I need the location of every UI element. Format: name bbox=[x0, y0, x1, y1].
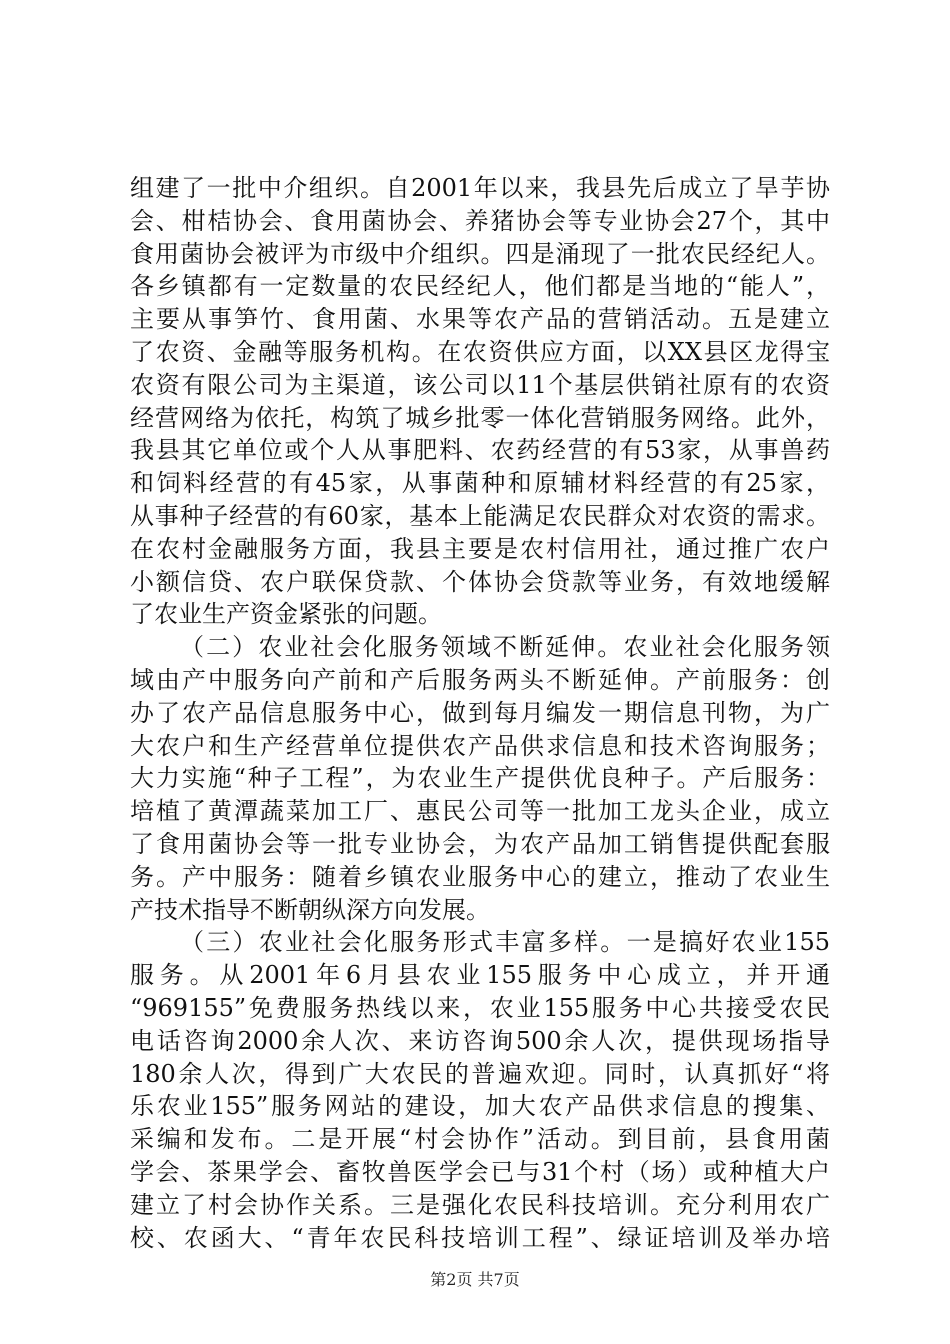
text-line: 各乡镇都有一定数量的农民经纪人，他们都是当地的“能人”， bbox=[130, 272, 830, 301]
document-body bbox=[130, 172, 830, 1254]
text-line: 小额信贷、农户联保贷款、个体协会贷款等业务，有效地缓解 bbox=[130, 567, 830, 596]
text-line: 和饲料经营的有45家，从事菌种和原辅材料经营的有25家， bbox=[130, 469, 830, 498]
text-line: 建立了村会协作关系。三是强化农民科技培训。充分利用农广 bbox=[130, 1190, 830, 1219]
paragraph-first-line: （二）农业社会化服务领域不断延伸。农业社会化服务领 bbox=[180, 633, 830, 662]
text-line: 乐农业155”服务网站的建设，加大农产品供求信息的搜集、 bbox=[130, 1092, 830, 1121]
text-line: 培植了黄潭蔬菜加工厂、惠民公司等一批加工龙头企业，成立 bbox=[130, 797, 830, 826]
paragraph-first-line: （三）农业社会化服务形式丰富多样。一是搞好农业155 bbox=[180, 928, 830, 957]
page-number-footer: 第2页 共7页 bbox=[430, 1270, 520, 1289]
text-line: 主要从事笋竹、食用菌、水果等农产品的营销活动。五是建立 bbox=[130, 305, 830, 334]
text-line: 大力实施“种子工程”，为农业生产提供优良种子。产后服务： bbox=[130, 764, 830, 793]
text-line: 务。产中服务：随着乡镇农业服务中心的建立，推动了农业生 bbox=[130, 862, 830, 891]
text-line: 我县其它单位或个人从事肥料、农药经营的有53家，从事兽药 bbox=[130, 436, 830, 465]
text-line: 办了农产品信息服务中心，做到每月编发一期信息刊物，为广 bbox=[130, 698, 830, 727]
text-line: 服务。从2001年6月县农业155服务中心成立，并开通 bbox=[130, 961, 830, 990]
text-line: 采编和发布。二是开展“村会协作”活动。到目前，县食用菌 bbox=[130, 1125, 830, 1154]
text-line: 农资有限公司为主渠道，该公司以11个基层供销社原有的农资 bbox=[130, 370, 830, 399]
text-line: 了农业生产资金紧张的问题。 bbox=[130, 600, 442, 629]
text-line: 从事种子经营的有60家，基本上能满足农民群众对农资的需求。 bbox=[130, 501, 830, 530]
text-line: 180余人次，得到广大农民的普遍欢迎。同时，认真抓好“将 bbox=[130, 1059, 830, 1088]
text-line: 校、农函大、“青年农民科技培训工程”、绿证培训及举办培 bbox=[130, 1223, 830, 1252]
text-line: 经营网络为依托，构筑了城乡批零一体化营销服务网络。此外， bbox=[130, 403, 830, 432]
text-line: 了食用菌协会等一批专业协会，为农产品加工销售提供配套服 bbox=[130, 829, 830, 858]
text-line: 域由产中服务向产前和产后服务两头不断延伸。产前服务：创 bbox=[130, 665, 830, 694]
text-line: 在农村金融服务方面，我县主要是农村信用社，通过推广农户 bbox=[130, 534, 830, 563]
text-line: 产技术指导不断朝纵深方向发展。 bbox=[130, 895, 490, 924]
text-line: 大农户和生产经营单位提供农产品供求信息和技术咨询服务； bbox=[130, 731, 830, 760]
text-line: 电话咨询2000余人次、来访咨询500余人次，提供现场指导 bbox=[130, 1026, 830, 1055]
text-line: 了农资、金融等服务机构。在农资供应方面，以XX县区龙得宝 bbox=[130, 337, 830, 366]
text-line: 会、柑桔协会、食用菌协会、养猪协会等专业协会27个，其中 bbox=[130, 206, 830, 235]
text-line: 组建了一批中介组织。自2001年以来，我县先后成立了旱芋协 bbox=[130, 174, 830, 202]
text-line: “969155”免费服务热线以来，农业155服务中心共接受农民 bbox=[130, 993, 830, 1022]
text-line: 食用菌协会被评为市级中介组织。四是涌现了一批农民经纪人。 bbox=[130, 239, 830, 268]
text-line: 学会、茶果学会、畜牧兽医学会已与31个村（场）或种植大户 bbox=[130, 1157, 830, 1186]
